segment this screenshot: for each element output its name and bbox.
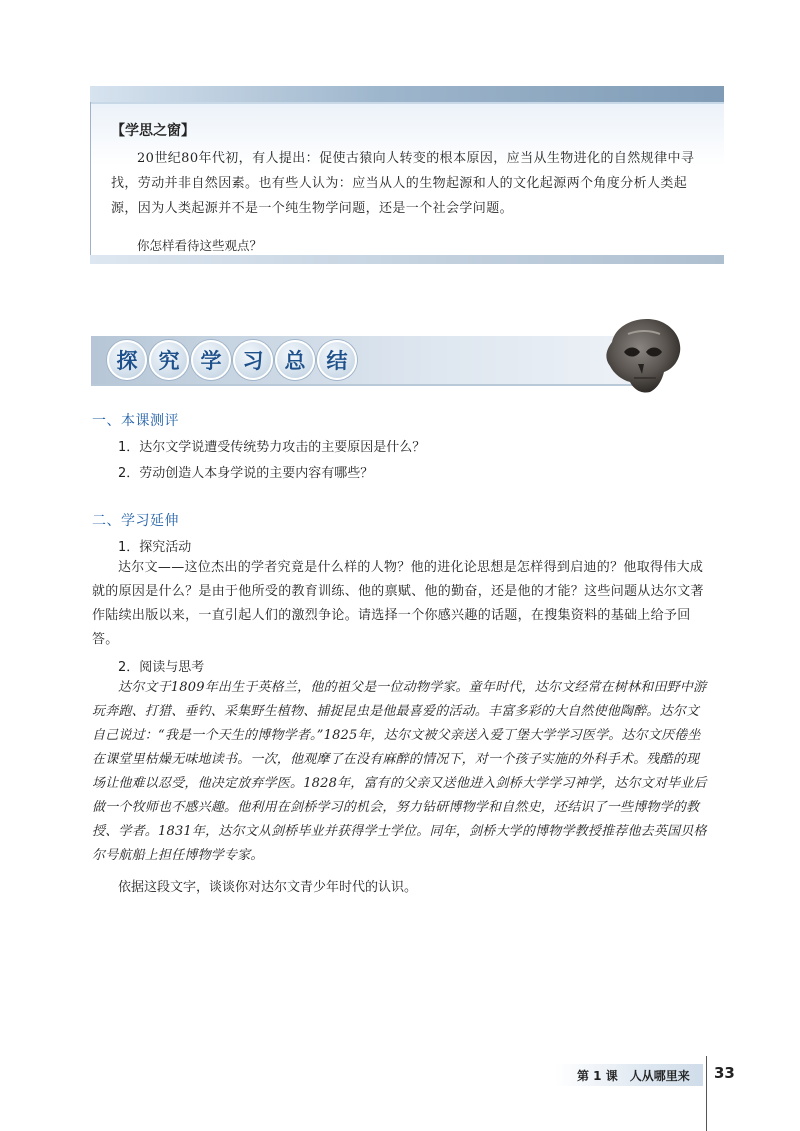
banner-char: 学: [191, 340, 231, 380]
banner-underline: [91, 384, 651, 386]
skull-fossil-icon: [598, 312, 684, 394]
box-bottom-bar: [90, 255, 724, 264]
page-number: 33: [714, 1064, 735, 1082]
banner-char: 探: [107, 340, 147, 380]
banner-char: 究: [149, 340, 189, 380]
xuesi-title: 【学思之窗】: [111, 123, 195, 139]
banner-char: 结: [317, 340, 357, 380]
banner-title: [107, 340, 359, 380]
section2-question: 依据这段文字，谈谈你对达尔文青少年时代的认识。: [118, 880, 418, 895]
xuesi-question: 你怎样看待这些观点？: [137, 238, 263, 253]
xuesi-paragraph: 20世纪80年代初，有人提出：促使古猿向人转变的根本原因，应当从生物进化的自然规律中寻找，劳动并非自然因素。也有些人认为：应当从人的生物起源和人的文化起源两个角度分析人类起源，因为人类起源并不是一个纯生物学问题，还是一个社会学问题。: [111, 151, 695, 216]
section2-sub1: 1．探究活动: [118, 540, 192, 555]
xuesi-window-box: [90, 86, 724, 264]
section1-heading: 一、本课测评: [92, 413, 179, 429]
banner-char: 总: [275, 340, 315, 380]
footer-divider: [706, 1056, 707, 1131]
section1-item-2: 2．劳动创造人本身学说的主要内容有哪些？: [118, 466, 374, 481]
section2-sub2: 2．阅读与思考: [118, 660, 205, 675]
section2-para2: 达尔文于1809年出生于英格兰，他的祖父是一位动物学家。童年时代，达尔文经常在树林和田野中游玩奔跑、打猎、垂钓、采集野生植物、捕捉昆虫是他最喜爱的活动。丰富多彩的大自然使他陶醉。达尔文自己说过：“我是一个天生的博物学者。”1825年，达尔文被父亲送入爱丁堡大学学习医学。达尔文厌倦坐在课堂里枯燥无味地读书。一次，他观摩了在没有麻醉的情况下，对一个孩子实施的外科手术。残酷的现场让他难以忍受，他决定放弃学医。1828年，富有的父亲又送他进入剑桥大学学习神学，达尔文对毕业后做一个牧师也不感兴趣。他利用在剑桥学习的机会，努力钻研博物学和自然史，还结识了一些博物学的教授、学者。1831年，达尔文从剑桥毕业并获得学士学位。同年，剑桥大学的博物学教授推荐他去英国贝格尔号航船上担任博物学专家。: [92, 680, 707, 863]
footer-lesson-title: 第 1 课 人从哪里来: [577, 1069, 690, 1083]
banner-char: 习: [233, 340, 273, 380]
section2-para1: 达尔文——这位杰出的学者究竟是什么样的人物？他的进化论思想是怎样得到启迪的？他取得伟大成就的原因是什么？是由于他所受的教育训练、他的禀赋、他的勤奋，还是他的才能？这些问题从达尔文著作陆续出版以来，一直引起人们的激烈争论。请选择一个你感兴趣的话题，在搜集资料的基础上给予回答。: [92, 560, 704, 647]
box-top-bar: [90, 86, 724, 102]
section1-item-1: 1．达尔文学说遭受传统势力攻击的主要原因是什么？: [118, 440, 426, 455]
box-left-rule: [90, 102, 91, 264]
section2-heading: 二、学习延伸: [92, 513, 179, 529]
